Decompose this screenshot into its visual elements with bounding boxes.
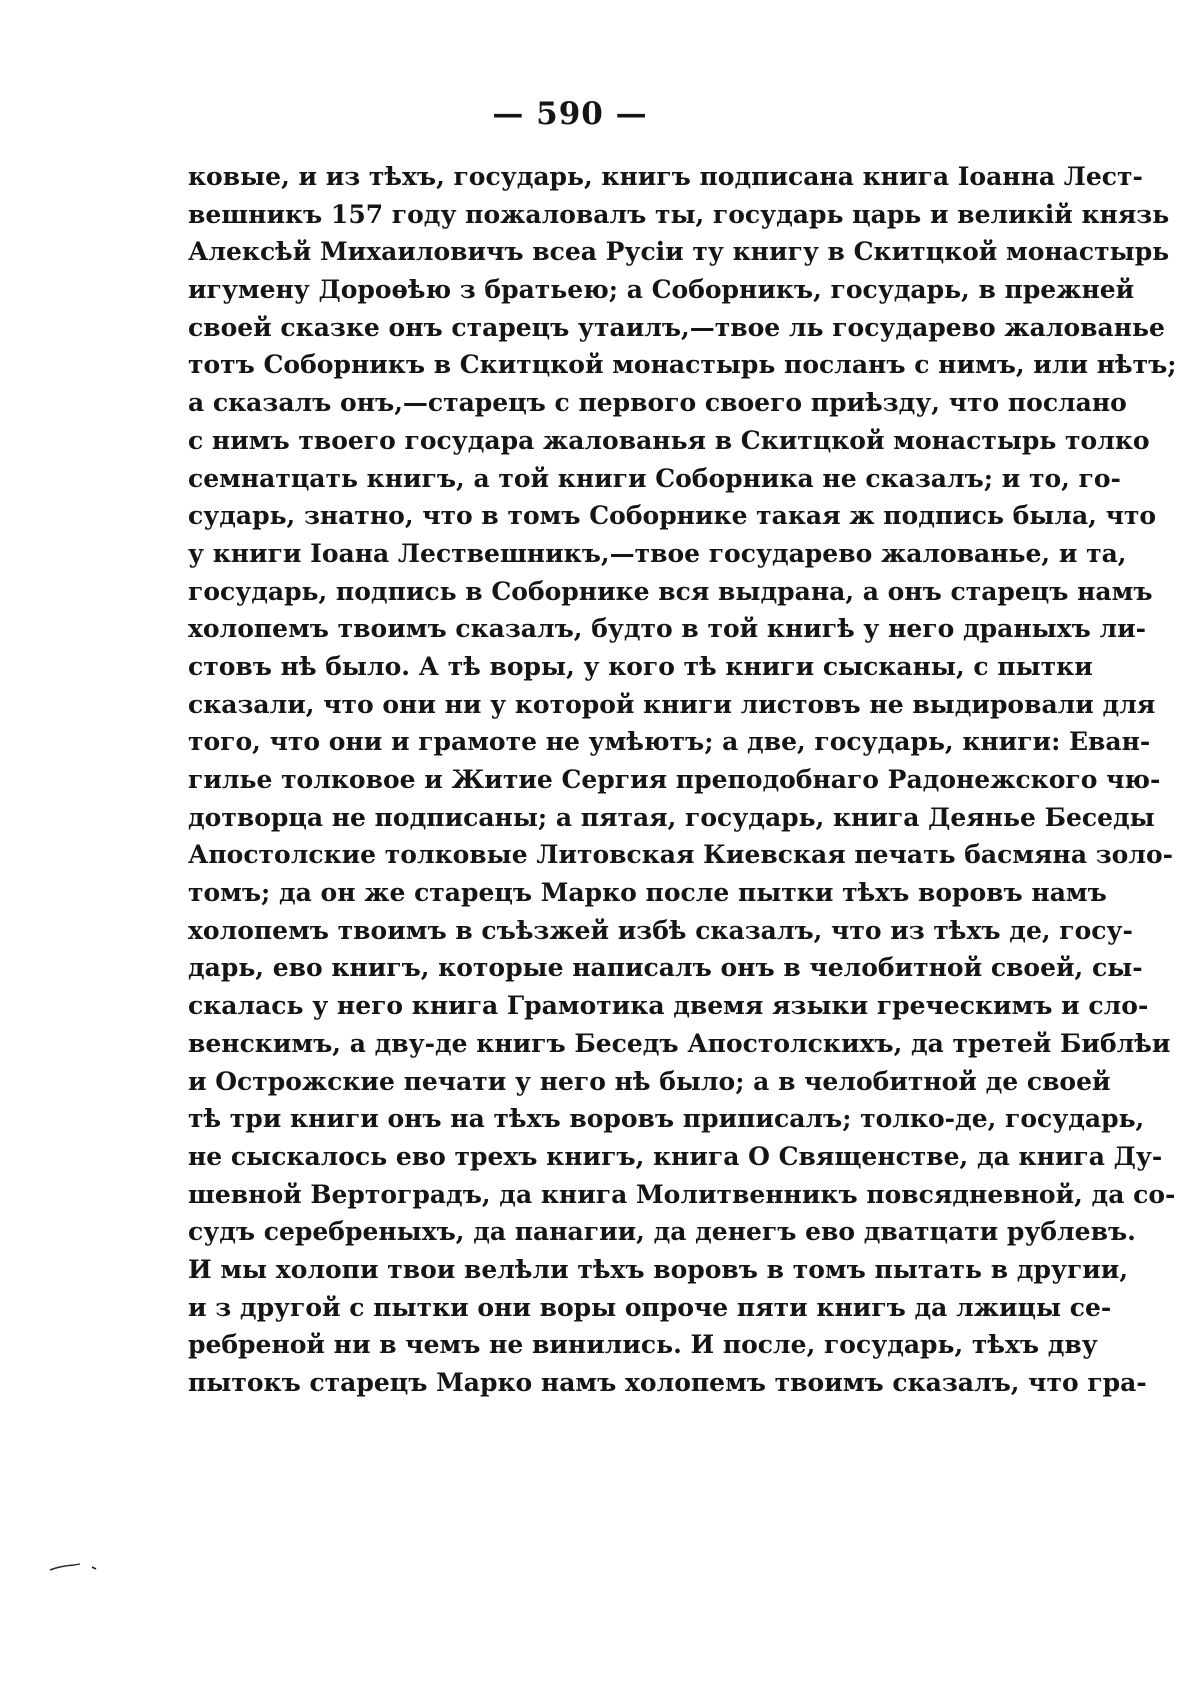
text-line: тотъ Соборникъ в Скитцкой монастырь посланъ с нимъ, или нѣтъ; (188, 350, 1177, 380)
text-line: вешникъ 157 году пожаловалъ ты, государь царь и великій князь (188, 199, 1170, 229)
text-line: И мы холопи твои велѣли тѣхъ воровъ в томъ пытать в другии, (188, 1254, 1129, 1284)
text-line: тѣ три книги онъ на тѣхъ воровъ приписалъ; толко-де, государь, (188, 1104, 1145, 1134)
text-line: пытокъ старецъ Марко намъ холопемъ твоимъ сказалъ, что гра- (188, 1368, 1147, 1397)
text-line: игумену Дороѳѣю з братьею; а Соборникъ, государь, в прежней (188, 275, 1135, 305)
text-line: государь, подпись в Соборнике вся выдрана, а онъ старецъ намъ (188, 576, 1153, 606)
text-line: ребреной ни в чемъ не винились. И после, государь, тѣхъ дву (188, 1330, 1098, 1360)
text-line: шевной Вертоградъ, да книга Молитвенникъ повсядневной, да со- (188, 1179, 1176, 1209)
text-line: не сыскалось ево трехъ книгъ, книга О Священстве, да книга Ду- (188, 1141, 1163, 1171)
margin-scan-marks (48, 1560, 108, 1574)
text-line: судъ серебреныхъ, да панагии, да денегъ ево дватцати рублевъ. (188, 1217, 1136, 1247)
text-line: сказали, что они ни у которой книги листовъ не выдировали для (188, 689, 1156, 719)
text-line: венскимъ, а дву-де книгъ Беседъ Апостолскихъ, да третей Библѣи (188, 1028, 1171, 1058)
text-line: своей сказке онъ старецъ утаилъ,—твое ль государево жалованье (188, 312, 1165, 342)
text-line: а сказалъ онъ,—старецъ с первого своего приѣзду, что послано (188, 388, 1127, 418)
text-line: с нимъ твоего государа жалованья в Скитцкой монастырь толко (188, 425, 1150, 455)
text-line: холопемъ твоимъ в съѣзжей избѣ сказалъ, что из тѣхъ де, госу- (188, 915, 1133, 945)
text-line: дотворца не подписаны; а пятая, государь, книга Деянье Беседы (188, 802, 1155, 832)
text-line: Апостолские толковые Литовская Киевская печать басмяна золо- (188, 840, 1174, 870)
text-line: ковые, и из тѣхъ, государь, книгъ подписана книга Іоанна Лест- (188, 162, 1143, 191)
text-line: того, что они и грамоте не умѣютъ; а две, государь, книги: Еван- (188, 727, 1151, 757)
body-text (188, 158, 1177, 1402)
text-line: и Острожские печати у него нѣ было; а в челобитной де своей (188, 1066, 1111, 1096)
text-line: гилье толковое и Житие Сергия преподобнаго Радонежского чю- (188, 765, 1161, 794)
text-line: у книги Іоана Лествешникъ,—твое государево жалованье, и та, (188, 538, 1127, 568)
text-line: томъ; да он же старецъ Марко после пытки тѣхъ воровъ намъ (188, 878, 1107, 908)
text-line: скалась у него книга Грамотика двемя языки греческимъ и сло- (188, 991, 1149, 1021)
text-line: Алексѣй Михаиловичъ всеа Русіи ту книгу в Скитцкой монастырь (188, 237, 1170, 267)
text-line: и з другой с пытки они воры опроче пяти книгъ да лжицы се- (188, 1292, 1112, 1322)
text-line: сударь, знатно, что в томъ Соборнике такая ж подпись была, что (188, 501, 1157, 531)
page-number: — 590 — (492, 96, 648, 132)
text-line: дарь, ево книгъ, которые написалъ онъ в челобитной своей, сы- (188, 953, 1143, 983)
text-line: семнатцать книгъ, а той книги Соборника не сказалъ; и то, го- (188, 463, 1121, 493)
text-line: холопемъ твоимъ сказалъ, будто в той книгѣ у него драныхъ ли- (188, 614, 1147, 644)
text-line: стовъ нѣ было. А тѣ воры, у кого тѣ книги сысканы, с пытки (188, 651, 1093, 681)
